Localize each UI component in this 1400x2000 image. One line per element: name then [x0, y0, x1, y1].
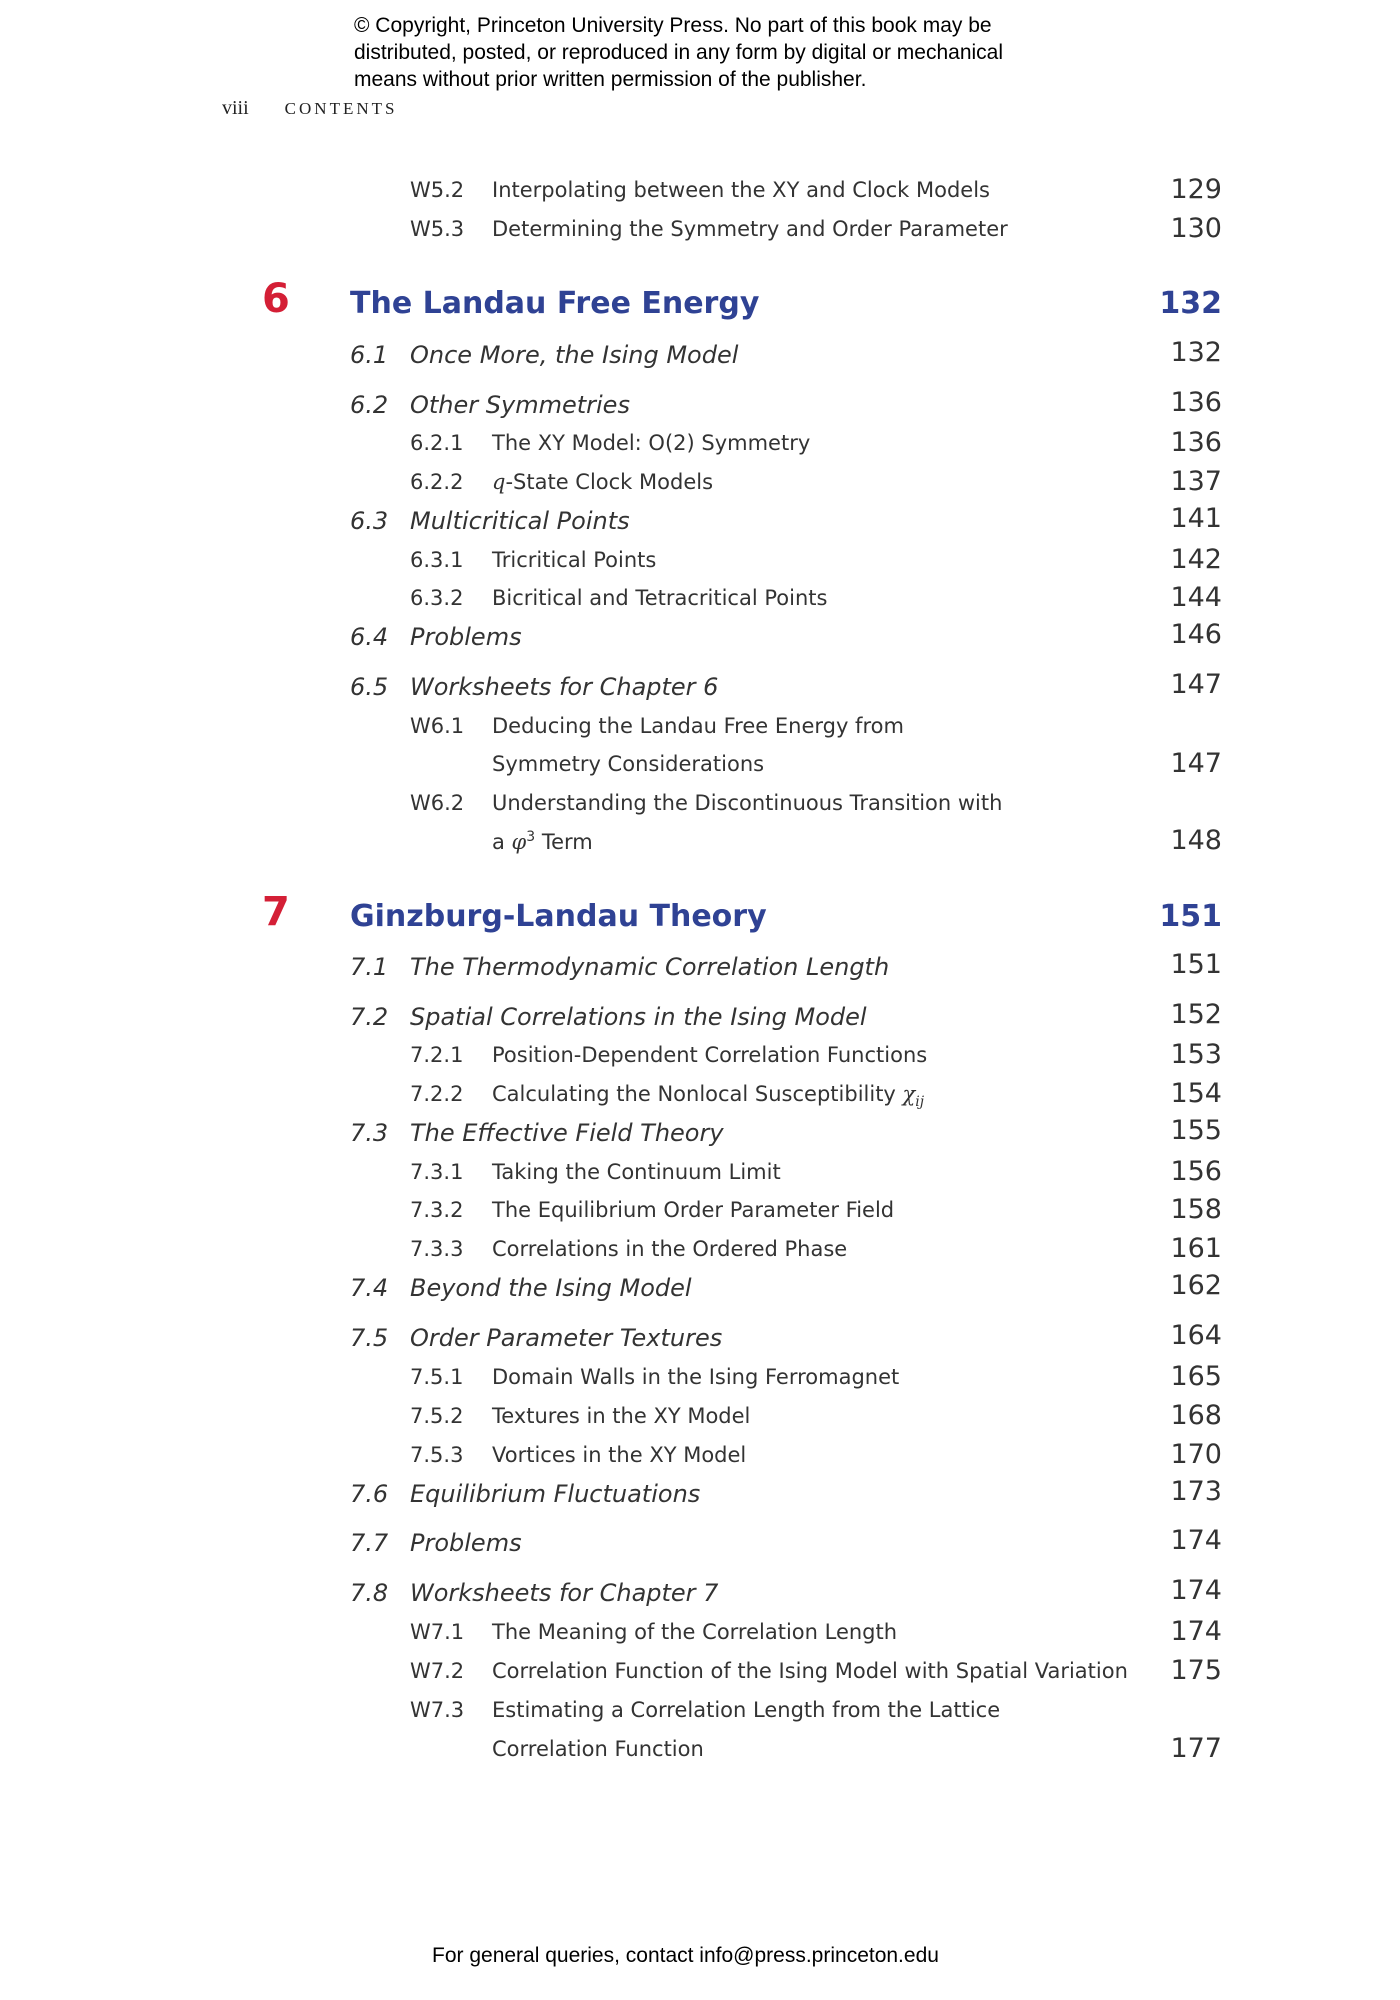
entry-number: 7.5.1 — [410, 1365, 464, 1389]
page-folio: viii — [222, 97, 249, 119]
entry-title: Deducing the Landau Free Energy from — [492, 714, 904, 738]
page-number: 155 — [1170, 1115, 1222, 1146]
page-number: 137 — [1170, 466, 1222, 497]
page-number: 177 — [1170, 1733, 1222, 1764]
section-number: 6.4 — [350, 623, 389, 651]
page-number: 148 — [1170, 825, 1222, 856]
entry-title: Textures in the XY Model — [492, 1404, 751, 1428]
entry-title — [492, 829, 593, 854]
entry-number: 7.3.3 — [410, 1237, 464, 1261]
copyright-notice — [354, 12, 1114, 93]
entry-number: 7.2.1 — [410, 1043, 464, 1067]
chapter-number: 6 — [262, 276, 290, 322]
section-title: Multicritical Points — [410, 507, 630, 535]
page-number: 130 — [1170, 213, 1222, 244]
entry-title: Domain Walls in the Ising Ferromagnet — [492, 1365, 900, 1389]
page-number: 154 — [1170, 1078, 1222, 1109]
entry-title: Position-Dependent Correlation Functions — [492, 1043, 928, 1067]
entry-title: Tricritical Points — [492, 548, 657, 572]
page-number: 175 — [1170, 1655, 1222, 1686]
page-number: 161 — [1170, 1233, 1222, 1264]
running-head — [222, 97, 397, 120]
entry-title: Correlation Function of the Ising Model with Spatial Variation — [492, 1659, 1128, 1683]
section-title: Order Parameter Textures — [410, 1324, 723, 1352]
page-number: 129 — [1170, 174, 1222, 205]
page-number: 158 — [1170, 1194, 1222, 1225]
section-number: 6.3 — [350, 507, 389, 535]
math-superscript: 3 — [526, 829, 536, 845]
entry-number: W5.2 — [410, 178, 465, 202]
entry-title — [492, 1082, 924, 1110]
entry-number: 7.2.2 — [410, 1082, 464, 1106]
section-number: 7.4 — [350, 1274, 389, 1302]
section-number: 7.6 — [350, 1480, 389, 1508]
entry-number: 7.3.1 — [410, 1160, 464, 1184]
entry-number: W7.3 — [410, 1698, 465, 1722]
section-title: The Effective Field Theory — [410, 1119, 724, 1147]
entry-number: W5.3 — [410, 217, 465, 241]
section-number: 6.5 — [350, 673, 389, 701]
entry-title: Estimating a Correlation Length from the Lattice — [492, 1698, 1001, 1722]
page-number: 162 — [1170, 1270, 1222, 1301]
section-number: 7.3 — [350, 1119, 389, 1147]
section-title: Other Symmetries — [410, 391, 630, 419]
entry-title: The Meaning of the Correlation Length — [492, 1620, 898, 1644]
page-number: 136 — [1170, 387, 1222, 418]
math-variable: φ — [511, 830, 527, 854]
entry-title — [492, 470, 713, 494]
entry-number: 6.3.1 — [410, 548, 464, 572]
entry-number: W7.1 — [410, 1620, 465, 1644]
page-number: 173 — [1170, 1476, 1222, 1507]
entry-title: Determining the Symmetry and Order Parameter — [492, 217, 1008, 241]
entry-number: W6.1 — [410, 714, 465, 738]
entry-title: Correlations in the Ordered Phase — [492, 1237, 848, 1261]
section-number: 7.2 — [350, 1003, 389, 1031]
page-number: 132 — [1170, 337, 1222, 368]
entry-number: 7.5.3 — [410, 1443, 464, 1467]
page-number: 132 — [1159, 286, 1222, 321]
entry-title: The Equilibrium Order Parameter Field — [492, 1198, 895, 1222]
page-number: 151 — [1170, 949, 1222, 980]
footer-contact: For general queries, contact info@press.princeton.edu — [432, 1944, 939, 1967]
entry-title-text: -State Clock Models — [505, 470, 714, 494]
section-number: 6.2 — [350, 391, 389, 419]
entry-title: Taking the Continuum Limit — [492, 1160, 781, 1184]
section-title: Equilibrium Fluctuations — [410, 1480, 701, 1508]
page-number: 174 — [1170, 1525, 1222, 1556]
section-title: Beyond the Ising Model — [410, 1274, 692, 1302]
entry-title-text: Calculating the Nonlocal Susceptibility — [492, 1082, 903, 1106]
section-number: 6.1 — [350, 341, 389, 369]
copyright-line: © Copyright, Princeton University Press. No part of this book may be — [354, 14, 992, 37]
chapter-title: Ginzburg-Landau Theory — [350, 899, 767, 934]
section-title: Worksheets for Chapter 7 — [410, 1579, 719, 1607]
entry-title-text: Term — [535, 830, 593, 854]
section-title: Problems — [410, 1529, 522, 1557]
entry-number: 7.5.2 — [410, 1404, 464, 1428]
entry-title: The XY Model: O(2) Symmetry — [492, 431, 811, 455]
page-number: 147 — [1170, 669, 1222, 700]
running-title: CONTENTS — [284, 99, 398, 118]
entry-title: Bicritical and Tetracritical Points — [492, 586, 828, 610]
section-number: 7.5 — [350, 1324, 389, 1352]
section-title: Worksheets for Chapter 6 — [410, 673, 719, 701]
entry-number: W6.2 — [410, 791, 465, 815]
entry-title-text: a — [492, 830, 512, 854]
page-number: 136 — [1170, 427, 1222, 458]
section-title: Problems — [410, 623, 522, 651]
entry-title: Interpolating between the XY and Clock Models — [492, 178, 990, 202]
section-number: 7.7 — [350, 1529, 389, 1557]
entry-number: W7.2 — [410, 1659, 465, 1683]
entry-number: 6.3.2 — [410, 586, 464, 610]
page-number: 152 — [1170, 999, 1222, 1030]
page-number: 151 — [1159, 899, 1222, 934]
section-title: The Thermodynamic Correlation Length — [410, 953, 890, 981]
math-subscript: ij — [915, 1094, 925, 1111]
page-number: 164 — [1170, 1320, 1222, 1351]
entry-title: Understanding the Discontinuous Transition with — [492, 791, 1003, 815]
page-number: 153 — [1170, 1039, 1222, 1070]
page-number: 156 — [1170, 1156, 1222, 1187]
page-number: 147 — [1170, 748, 1222, 779]
copyright-line: means without prior written permission of the publisher. — [354, 68, 867, 91]
entry-title: Symmetry Considerations — [492, 752, 765, 776]
copyright-line: distributed, posted, or reproduced in any form by digital or mechanical — [354, 41, 1004, 64]
section-number: 7.8 — [350, 1579, 389, 1607]
page-number: 141 — [1170, 503, 1222, 534]
chapter-title: The Landau Free Energy — [350, 286, 760, 321]
page-number: 144 — [1170, 582, 1222, 613]
entry-title: Vortices in the XY Model — [492, 1443, 747, 1467]
page-number: 170 — [1170, 1439, 1222, 1470]
page-number: 165 — [1170, 1361, 1222, 1392]
entry-number: 6.2.1 — [410, 431, 464, 455]
chapter-number: 7 — [262, 889, 290, 935]
page-number: 168 — [1170, 1400, 1222, 1431]
entry-number: 6.2.2 — [410, 470, 464, 494]
entry-number: 7.3.2 — [410, 1198, 464, 1222]
math-variable: χ — [902, 1082, 916, 1106]
page-number: 174 — [1170, 1575, 1222, 1606]
entry-title: Correlation Function — [492, 1737, 704, 1761]
page-number: 142 — [1170, 544, 1222, 575]
section-number: 7.1 — [350, 953, 389, 981]
page-number: 174 — [1170, 1616, 1222, 1647]
math-variable: q — [492, 470, 506, 494]
section-title: Once More, the Ising Model — [410, 341, 739, 369]
page-number: 146 — [1170, 619, 1222, 650]
section-title: Spatial Correlations in the Ising Model — [410, 1003, 867, 1031]
